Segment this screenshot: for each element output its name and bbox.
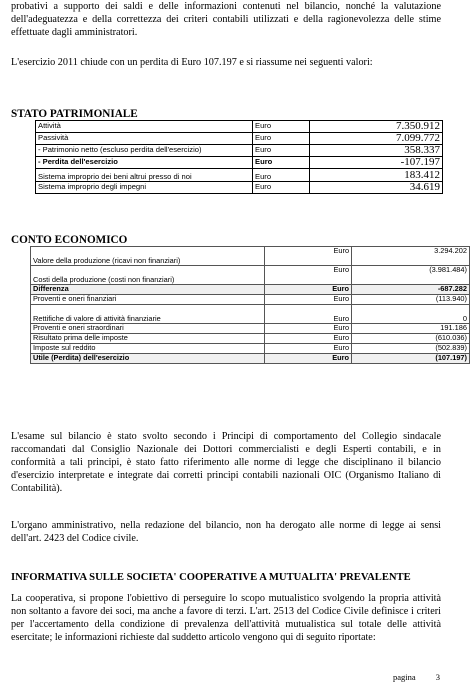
ce-label: Rettifiche di valore di attività finanziarie [31,305,265,324]
sp-row-attivita [36,121,443,133]
sp-label: Passività [36,133,253,145]
sp-value: 183.412 [310,169,443,182]
page-number: 3 [435,672,441,682]
sp-value: 358.337 [310,145,443,157]
ce-currency: Euro [264,247,351,266]
sp-currency: Euro [253,157,310,169]
ce-currency: Euro [264,295,351,305]
exam-paragraph: L'esame sul bilancio è stato svolto secondo i Principi di comportamento del Collegio sindacale raccomandati dal Consiglio Nazionale dei Dottori commercialisti e degli Esperti contabili, e in conformità a tali principi, è stato fatto riferimento alle norme di legge che disciplinano il bilancio d'esercizio interpretate e integrate dai corretti principi contabili nazionali OIC (Organismo Italiano di Contabilità). [11,431,441,494]
ce-label: Imposte sul reddito [31,344,265,354]
ce-row-differenza [31,285,470,295]
ce-currency: Euro [264,305,351,324]
stato-patrimoniale-heading: STATO PATRIMONIALE [11,108,138,120]
ce-value: 0 [352,305,470,324]
ce-row-straordinari [31,324,470,334]
conto-economico-table [30,246,470,364]
sp-label: Attività [36,121,253,133]
sp-label: Sistema improprio degli impegni [36,182,253,194]
intro-paragraph: probativi a supporto dei saldi e delle informazioni contenuti nel bilancio, nonché la valutazione dell'adeguatezza e della correttezza dei criteri contabili utilizzati e della ragionevolezza delle stime effettuate dagli amministratori. [11,1,441,38]
section-heading: INFORMATIVA SULLE SOCIETA' COOPERATIVE A MUTUALITA' PREVALENTE [11,572,411,583]
organ-paragraph: L'organo amministrativo, nella redazione del bilancio, non ha derogato alle norme di legge ai sensi dell'art. 2423 del Codice civile. [11,520,441,544]
ce-currency: Euro [264,354,351,364]
sp-row-passivita [36,133,443,145]
sp-currency: Euro [253,133,310,145]
page-footer [393,672,440,682]
sp-row-perdita [36,157,443,169]
sp-value: 7.350.912 [310,121,443,133]
coop-paragraph: La cooperativa, si propone l'obiettivo di perseguire lo scopo mutualistico svolgendo la propria attività non soltanto a favore dei soci, ma anche a favore di terzi. L'art. 2513 del Codice Civile definisce i criteri per l'accertamento della condizione di prevalenza dell'attività mutualistica sul totale delle attività esercitate; le informazioni richieste dal suddetto articolo vengono qui di seguito riportate: [11,593,441,643]
sp-label: - Perdita dell'esercizio [36,157,253,169]
result-sentence: L'esercizio 2011 chiude con un perdita di Euro 107.197 e si riassume nei seguenti valori: [11,57,373,68]
ce-row-valore-produzione [31,247,470,266]
sp-currency: Euro [253,121,310,133]
ce-label: Costi della produzione (costi non finanziari) [31,266,265,285]
ce-value: 3.294.202 [352,247,470,266]
ce-currency: Euro [264,324,351,334]
ce-row-costi-produzione [31,266,470,285]
ce-value: (610.036) [352,334,470,344]
sp-label: - Patrimonio netto (escluso perdita dell'esercizio) [36,145,253,157]
ce-label: Proventi e oneri finanziari [31,295,265,305]
page-label: pagina [393,672,416,682]
stato-patrimoniale-table [35,120,443,194]
ce-label: Valore della produzione (ricavi non finanziari) [31,247,265,266]
ce-currency: Euro [264,344,351,354]
sp-value: -107.197 [310,157,443,169]
ce-row-utile-perdita [31,354,470,364]
ce-label: Risultato prima delle imposte [31,334,265,344]
ce-value: (502.839) [352,344,470,354]
ce-currency: Euro [264,334,351,344]
ce-value: (113.940) [352,295,470,305]
sp-value: 7.099.772 [310,133,443,145]
sp-value: 34.619 [310,182,443,194]
sp-label: Sistema improprio dei beni altrui presso di noi [36,169,253,182]
ce-value: (3.981.484) [352,266,470,285]
sp-currency: Euro [253,145,310,157]
ce-row-rettifiche [31,305,470,324]
ce-label: Proventi e oneri straordinari [31,324,265,334]
ce-row-proventi-finanziari [31,295,470,305]
sp-row-patrimonio-netto [36,145,443,157]
ce-currency: Euro [264,285,351,295]
conto-economico-heading: CONTO ECONOMICO [11,234,128,246]
ce-row-risultato-ante-imposte [31,334,470,344]
ce-currency: Euro [264,266,351,285]
sp-row-beni-altrui [36,169,443,182]
ce-value: (107.197) [352,354,470,364]
sp-currency: Euro [253,169,310,182]
ce-value: 191.186 [352,324,470,334]
ce-label: Utile (Perdita) dell'esercizio [31,354,265,364]
ce-value: -687.282 [352,285,470,295]
ce-row-imposte [31,344,470,354]
sp-row-impegni [36,182,443,194]
sp-currency: Euro [253,182,310,194]
ce-label: Differenza [31,285,265,295]
